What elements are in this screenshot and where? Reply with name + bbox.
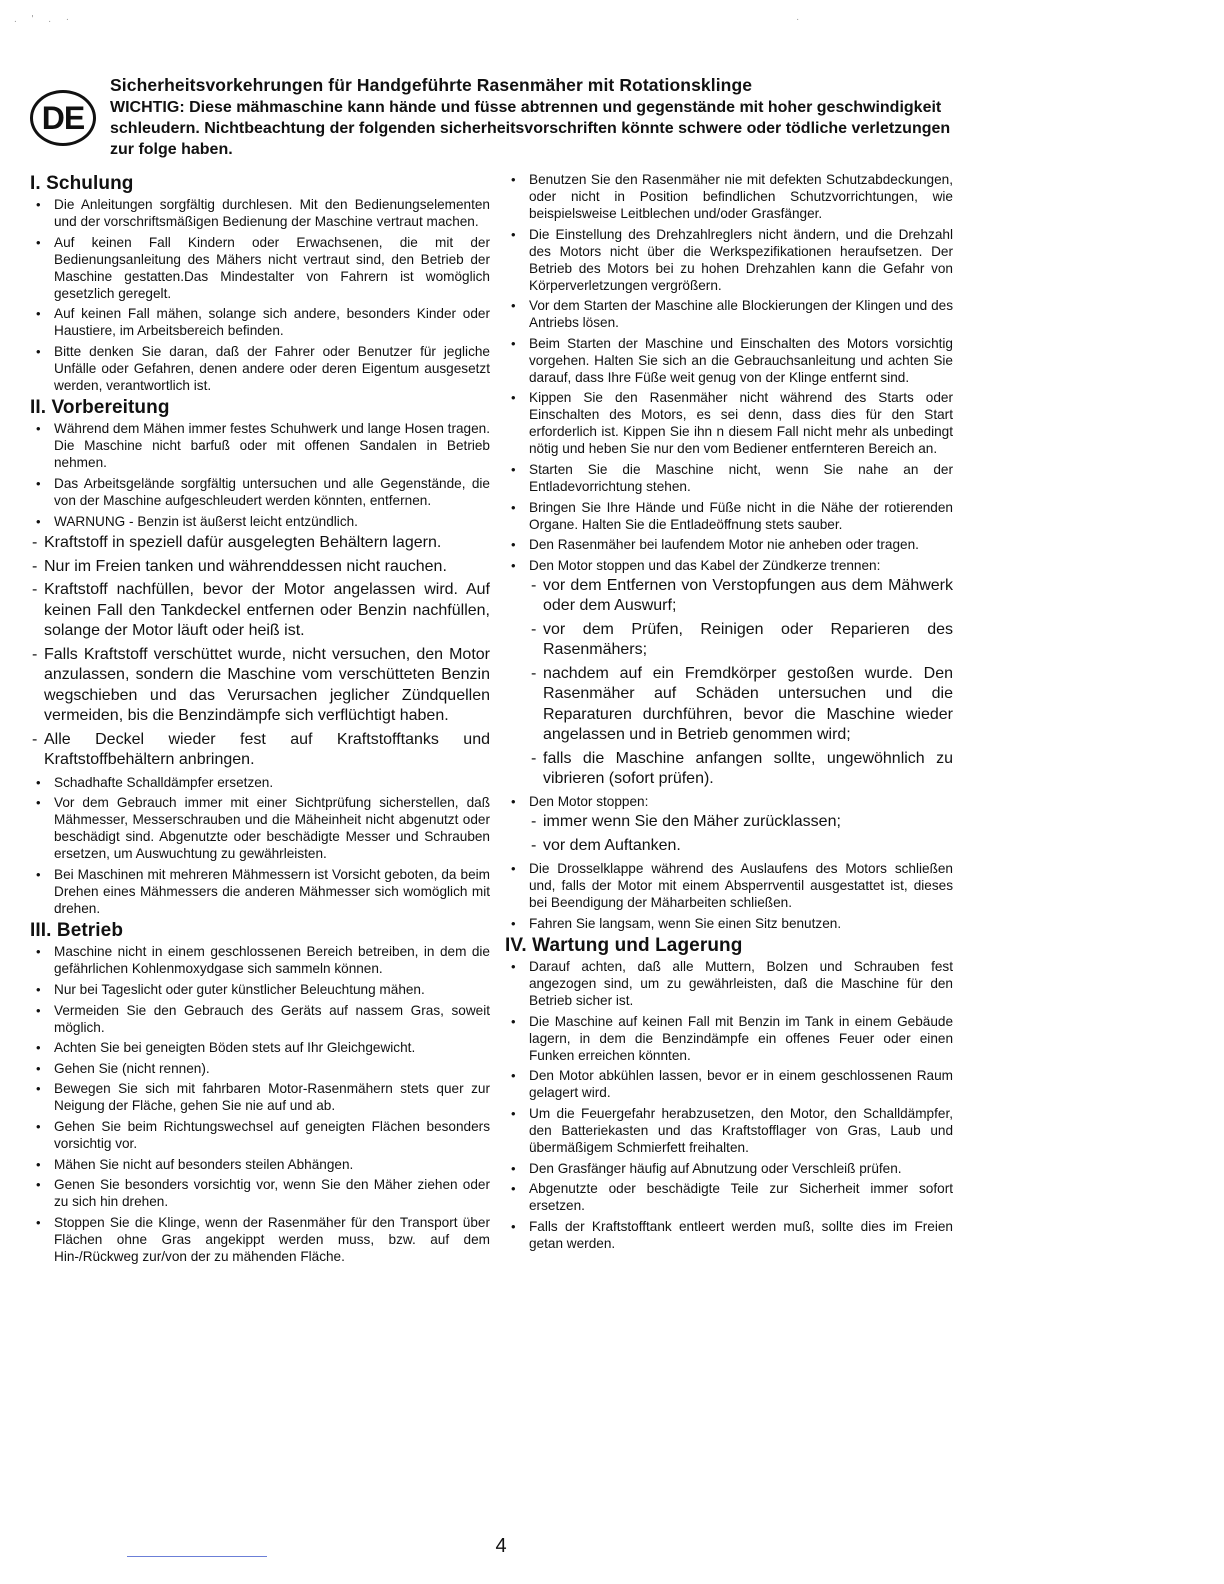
sub-item: - Falls Kraftstoff verschüttet wurde, nicht versuchen, den Motor anzulassen, sondern die Maschine vom verschütteten Benzin wegschieben und das Verursachen jeglicher Zündquellen vermeiden, bis die Benzindämpfe sich verflüchtigt haben. [30,645,490,727]
sub-item: - Nur im Freien tanken und währenddessen nicht rauchen. [30,557,490,578]
list-item: • Die Anleitungen sorgfältig durchlesen. Mit den Bedienungselementen und der vorschriftsmäßigen Bedienung der Maschine vertraut machen. [30,196,490,230]
important-warning: WICHTIG: Diese mähmaschine kann hände und füsse abtrennen und gegenstände mit hoher geschwindigkeit schleudern. Nichtbeachtung der folgenden sicherheitsvorschriften könnte schwere oder tödliche verletzungen zur folge haben. [110,99,951,158]
list-item-text: Den Motor stoppen: [529,794,649,810]
list-item: • Um die Feuergefahr herabzusetzen, den Motor, den Schalldämpfer, den Batteriekasten und das Kraftstofflager von Gras, Laub und übermäßigem Schmierfett freihalten. [505,1105,953,1156]
list-item: • Gehen Sie beim Richtungswechsel auf geneigten Flächen besonders vorsichtig vor. [30,1118,490,1152]
list-item: • Die Maschine auf keinen Fall mit Benzin im Tank in einem Gebäude lagern, in dem die Benzindämpfe ein offenes Feuer oder einen Funken erreichen könnten. [505,1013,953,1064]
list-item: • Achten Sie bei geneigten Böden stets auf Ihr Gleichgewicht. [30,1039,490,1056]
list-item-text: Den Motor stoppen und das Kabel der Zündkerze trennen: [529,557,881,573]
list-item: • Beim Starten der Maschine und Einschalten des Motors vorsichtig vorgehen. Halten Sie sich an die Gebrauchsanleitung und achten Sie darauf, dass Ihre Füße weit genug von der Klinge entfernt sind. [505,335,953,386]
header [110,74,970,160]
sub-item: - Kraftstoff nachfüllen, bevor der Motor angelassen wird. Auf keinen Fall den Tankdeckel entfernen oder Benzin nachfüllen, solange der Motor läuft oder heiß ist. [30,580,490,642]
sub-item: - Alle Deckel wieder fest auf Kraftstofftanks und Kraftstoffbehältern anbringen. [30,730,490,771]
list-item: • Bitte denken Sie daran, daß der Fahrer oder Benutzer für jegliche Unfälle oder Gefahren, denen andere oder deren Eigentum ausgesetzt werden, verantwortlich ist. [30,343,490,394]
sub-item: - vor dem Entfernen von Verstopfungen aus dem Mähwerk oder dem Auswurf; [529,576,953,617]
fuel-warning-sublist [30,533,490,771]
page-title: Sicherheitsvorkehrungen für Handgeführte Rasenmäher mit Rotationsklinge [110,75,753,95]
list-wartung [505,958,953,1252]
sub-item: - immer wenn Sie den Mäher zurücklassen; [529,812,953,833]
list-item: • Genen Sie besonders vorsichtig vor, wenn Sie den Mäher ziehen oder zu sich hin drehen. [30,1176,490,1210]
sub-item: - nachdem auf ein Fremdkörper gestoßen wurde. Den Rasenmäher auf Schäden untersuchen und die Reparaturen durchführen, bevor die Maschine wieder angelassen und in Betrieb genommen wird; [529,664,953,746]
list-item: • Bringen Sie Ihre Hände und Füße nicht in die Nähe der rotierenden Organe. Halten Sie die Entladeöffnung stets sauber. [505,499,953,533]
list-schulung [30,196,490,394]
language-badge: DE [30,90,96,146]
list-item: • Starten Sie die Maschine nicht, wenn Sie nahe an der Entladevorrichtung stehen. [505,461,953,495]
list-item: • Vermeiden Sie den Gebrauch des Geräts auf nassem Gras, soweit möglich. [30,1002,490,1036]
list-betrieb [30,943,490,1264]
list-item: • Den Motor abkühlen lassen, bevor er in einem geschlossenen Raum gelagert wird. [505,1067,953,1101]
list-item: • Den Grasfänger häufig auf Abnutzung oder Verschleiß prüfen. [505,1160,953,1177]
sub-item: - vor dem Prüfen, Reinigen oder Reparieren des Rasenmähers; [529,620,953,661]
sub-item: - vor dem Auftanken. [529,836,953,857]
list-item: • Benutzen Sie den Rasenmäher nie mit defekten Schutzabdeckungen, oder nicht in Position befindlichen Schutzvorrichtungen, wie beispielsweise Leitblechen und/oder Grasfänger. [505,171,953,222]
list-item: • Vor dem Starten der Maschine alle Blockierungen der Klingen und des Antriebs lösen. [505,297,953,331]
sub-item: - falls die Maschine anfangen sollte, ungewöhnlich zu vibrieren (sofort prüfen). [529,749,953,790]
list-item: • Darauf achten, daß alle Muttern, Bolzen und Schrauben fest angezogen sind, um zu gewährleisten, daß die Maschine für den Betrieb sicher ist. [505,958,953,1009]
list-item: • Falls der Kraftstofftank entleert werden muß, sollte dies im Freien getan werden. [505,1218,953,1252]
list-vorbereitung-cont [30,774,490,917]
motor-stop-sublist [529,812,953,856]
list-item: • Schadhafte Schalldämpfer ersetzen. [30,774,490,791]
list-item: • Auf keinen Fall mähen, solange sich andere, besonders Kinder oder Haustiere, im Arbeitsbereich befinden. [30,305,490,339]
section-title-betrieb: III. Betrieb [30,920,124,942]
right-column [505,171,953,1255]
list-item: • Auf keinen Fall Kindern oder Erwachsenen, die mit der Bedienungsanleitung des Mähers nicht vertraut sind, den Betrieb der Maschine gestatten.Das Mindestalter von Fahrern ist womöglich gesetzlich geregelt. [30,234,490,302]
list-item: • Kippen Sie den Rasenmäher nicht während des Starts oder Einschalten des Motors, es sei denn, dass dies für den Start erforderlich ist. Kippen Sie ihn n diesem Fall nicht mehr als unbedingt nötig und heben Sie nur den vom Bediener entfernteren Bereich an. [505,389,953,457]
list-item: • Maschine nicht in einem geschlossenen Bereich betreiben, in dem die gefährlichen Kohlenmoxydgase sich sammeln können. [30,943,490,977]
scan-artifact-right: · [796,14,800,25]
list-vorbereitung [30,420,490,529]
list-item: • Die Einstellung des Drehzahlreglers nicht ändern, und die Drehzahl des Motors nicht über die Werkspezifikationen heraufsetzen. Der Betrieb des Motors bei zu hohen Drehzahlen kann die Gefahr von Körperverletzungen vergrößern. [505,226,953,294]
list-item [505,793,953,856]
list-item: • Während dem Mähen immer festes Schuhwerk und lange Hosen tragen. Die Maschine nicht barfuß oder mit offenen Sandalen in Betrieb nehmen. [30,420,490,471]
list-item: • Den Rasenmäher bei laufendem Motor nie anheben oder tragen. [505,536,953,553]
stop-motor-sublist [529,576,953,790]
sub-item: - Kraftstoff in speziell dafür ausgelegten Behältern lagern. [30,533,490,554]
list-item [505,557,953,790]
list-item: • Bei Maschinen mit mehreren Mähmessern ist Vorsicht geboten, da beim Drehen eines Mähmessers die anderen Mähmesser sich womöglich mit drehen. [30,866,490,917]
list-item: • Nur bei Tageslicht oder guter künstlicher Beleuchtung mähen. [30,981,490,998]
list-item: • Gehen Sie (nicht rennen). [30,1060,490,1077]
list-item: • WARNUNG - Benzin ist äußerst leicht entzündlich. [30,513,490,530]
list-item: • Abgenutzte oder beschädigte Teile zur Sicherheit immer sofort ersetzen. [505,1180,953,1214]
list-item: • Vor dem Gebrauch immer mit einer Sichtprüfung sicherstellen, daß Mähmesser, Messerschrauben und die Mäheinheit nicht abgenutzt oder beschädigt sind. Abgenutzte oder beschädigte Messer und Schrauben ersetzen, um Auswuchtung zu gewährleisten. [30,794,490,862]
footer-divider [127,1556,267,1557]
left-column [30,171,490,1268]
list-item: • Das Arbeitsgelände sorgfältig untersuchen und alle Gegenstände, die von der Maschine aufgeschleudert werden könnten, entfernen. [30,475,490,509]
section-title-schulung: I. Schulung [30,173,134,194]
section-title-wartung: IV. Wartung und Lagerung [505,935,743,957]
scan-artifact: . ' . · [14,14,76,25]
section-title-vorbereitung: II. Vorbereitung [30,397,170,419]
list-item: • Die Drosselklappe während des Auslaufens des Motors schließen und, falls der Motor mit einem Absperrventil ausgestattet ist, dieses bei Beendigung der Mäharbeiten schließen. [505,860,953,911]
list-item: • Fahren Sie langsam, wenn Sie einen Sitz benutzen. [505,915,953,932]
list-betrieb-cont [505,171,953,932]
list-item: • Mähen Sie nicht auf besonders steilen Abhängen. [30,1156,490,1173]
page-number: 4 [495,1535,507,1557]
list-item: • Stoppen Sie die Klinge, wenn der Rasenmäher für den Transport über Flächen ohne Gras angekippt werden muss, bzw. auf dem Hin-/Rückweg zur/von der zu mähenden Fläche. [30,1214,490,1265]
list-item: • Bewegen Sie sich mit fahrbaren Motor-Rasenmähern stets quer zur Neigung der Fläche, gehen Sie nie auf und ab. [30,1080,490,1114]
